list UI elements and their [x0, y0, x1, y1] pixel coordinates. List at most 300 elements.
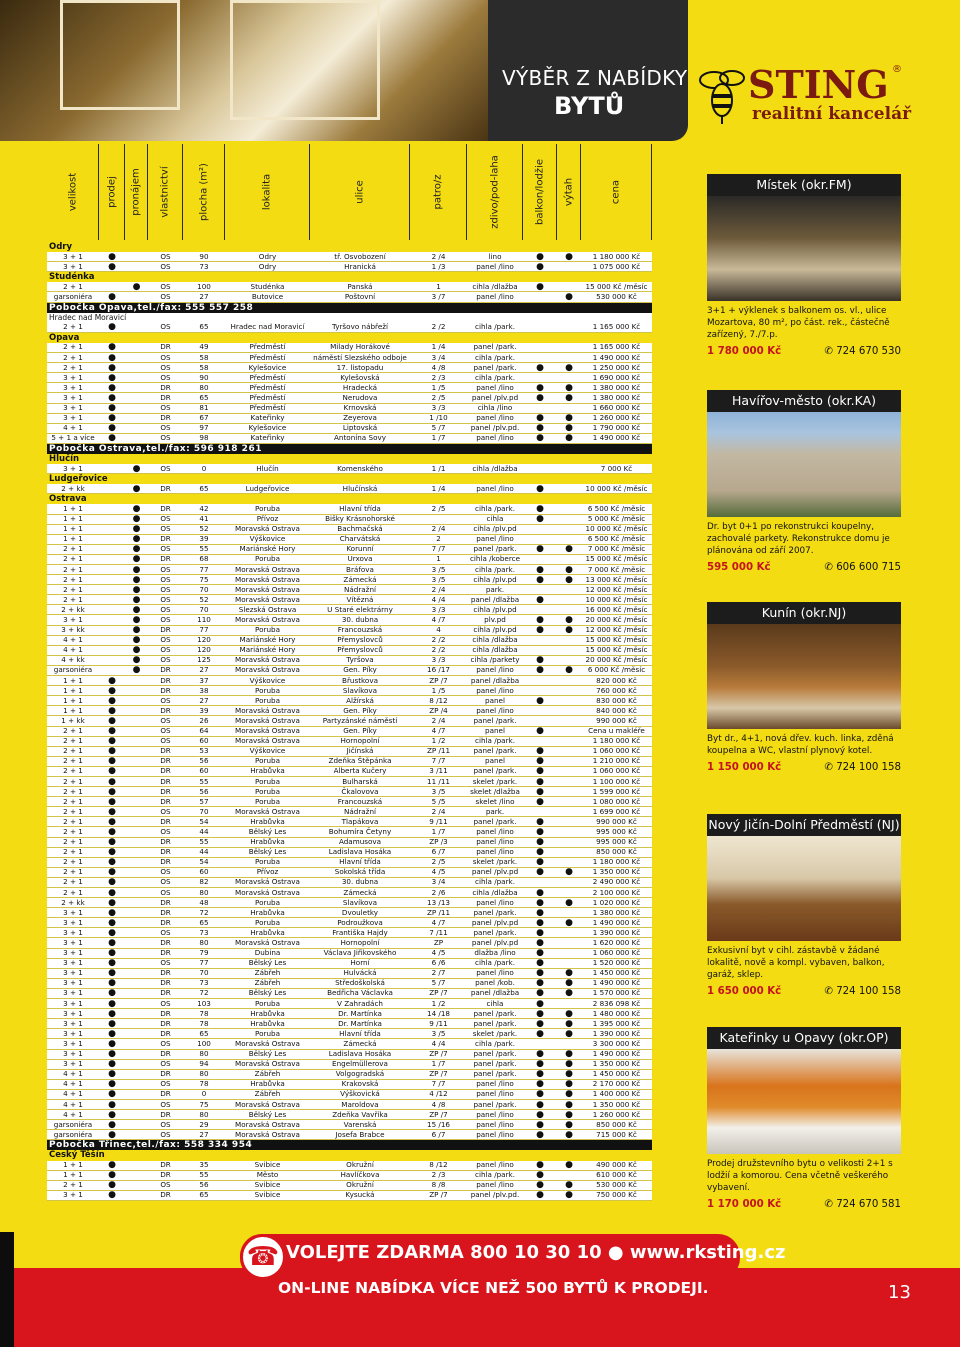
- cell-price: 20 000 Kč /měsíc: [585, 655, 648, 665]
- cell-elevator: ●: [565, 1069, 573, 1080]
- cell-area: 120: [197, 645, 211, 655]
- cell-street: Panská: [347, 281, 373, 291]
- cell-balcony: ●: [536, 776, 544, 787]
- cell-area: 75: [199, 574, 209, 584]
- cell-floor: 8 /12: [429, 695, 448, 705]
- phone-number: 606 600 715: [836, 562, 901, 573]
- cell-ownership: DR: [160, 1109, 171, 1119]
- cell-price: 715 000 Kč: [596, 1129, 637, 1139]
- table-row: [47, 898, 652, 908]
- cell-area: 35: [199, 1160, 209, 1170]
- cell-street: Františka Hajdy: [332, 927, 388, 937]
- locality-header: Ludgeřovice: [49, 474, 108, 485]
- cell-material: panel /park.: [473, 362, 517, 372]
- cell-street: 30. dubna: [341, 877, 379, 887]
- cell-floor: 5 /5: [431, 796, 446, 806]
- cell-sale: ●: [108, 806, 116, 817]
- cell-locality: Moravská Ostrava: [235, 615, 300, 625]
- page-number: 13: [888, 1282, 911, 1303]
- cell-material: cihla /lino: [477, 403, 513, 413]
- cell-price: 820 000 Kč: [596, 675, 637, 685]
- cell-rent: ●: [132, 584, 141, 595]
- cell-area: 94: [199, 1059, 209, 1069]
- cell-street: Hlučínská: [342, 483, 378, 493]
- cell-locality: Poruba: [255, 917, 280, 927]
- cell-material: panel /park.: [473, 1018, 517, 1028]
- cell-area: 73: [199, 261, 209, 271]
- column-header-price: cena: [581, 144, 652, 240]
- cell-locality: Bělský Les: [248, 988, 287, 998]
- cell-street: Josefa Brabce: [335, 1129, 385, 1139]
- cell-ownership: DR: [160, 675, 171, 685]
- cell-area: 77: [199, 564, 209, 574]
- featured-listing-description: Prodej družstevního bytu o velikosti 2+1 s lodžií a komorou. Cena včetně veškerého vybavení.: [707, 1159, 893, 1193]
- cell-balcony: ●: [536, 433, 544, 444]
- cell-material: panel /lino: [476, 897, 514, 907]
- cell-price: 2 170 000 Kč: [592, 1079, 641, 1089]
- cell-locality: Poruba: [255, 897, 280, 907]
- cell-ownership: OS: [160, 998, 171, 1008]
- cell-material: panel /plv.pd: [471, 392, 519, 402]
- cell-street: Hranická: [344, 261, 376, 271]
- bee-icon: [696, 62, 748, 126]
- cell-elevator: ●: [565, 867, 573, 878]
- cell-material: panel /lino: [476, 292, 514, 302]
- table-row: [47, 605, 652, 615]
- cell-area: 90: [199, 372, 209, 382]
- cell-size: 3 + 1: [63, 372, 83, 382]
- column-header-locality: lokalita: [225, 144, 310, 240]
- phone-icon: ☎: [240, 1234, 286, 1280]
- cell-elevator: ●: [565, 615, 573, 626]
- cell-sale: ●: [108, 816, 116, 827]
- cell-area: 65: [199, 917, 209, 927]
- cell-street: Zámecká: [343, 1038, 377, 1048]
- cell-street: Slavíkova: [342, 897, 378, 907]
- cell-sale: ●: [108, 826, 116, 837]
- cell-material: skelet /park.: [472, 1028, 518, 1038]
- featured-listing-phone[interactable]: [824, 762, 901, 773]
- cell-size: 4 + 1: [63, 1089, 83, 1099]
- cell-size: 2 + 1: [63, 352, 83, 362]
- cell-ownership: DR: [160, 847, 171, 857]
- cell-size: 3 + 1: [63, 463, 83, 473]
- cell-floor: 13 /13: [427, 897, 450, 907]
- cell-price: 1 350 000 Kč: [592, 867, 641, 877]
- column-header-area: plocha (m²): [183, 144, 225, 240]
- cell-area: 38: [199, 685, 209, 695]
- cell-locality: Město: [256, 1170, 279, 1180]
- cell-ownership: OS: [160, 1059, 171, 1069]
- featured-listing-phone[interactable]: [824, 346, 901, 357]
- cell-sale: ●: [108, 705, 116, 716]
- cell-material: panel /lino: [476, 1160, 514, 1170]
- cell-floor: ZP: [433, 938, 444, 948]
- featured-listing-description: Dr. byt 0+1 po rekonstrukci koupelny, zachovalé parkety. Rekonstrukce domu je plánována od září 2007.: [707, 522, 890, 556]
- cell-price: 1 690 000 Kč: [592, 372, 641, 382]
- cell-ownership: DR: [160, 1170, 171, 1180]
- cell-size: 2 + 1: [63, 362, 83, 372]
- cell-price: 1 080 000 Kč: [592, 796, 641, 806]
- table-row: [47, 777, 652, 787]
- cell-size: 4 + kk: [61, 655, 85, 665]
- cell-rent: ●: [132, 463, 141, 474]
- cell-rent: ●: [132, 604, 141, 615]
- cell-street: Bedřicha Václavka: [327, 988, 393, 998]
- cell-balcony: ●: [536, 615, 544, 626]
- cell-street: Francouzská: [337, 625, 383, 635]
- column-header-sale: prodej: [99, 144, 125, 240]
- cell-floor: 4 /7: [431, 917, 446, 927]
- cell-price: 1 060 000 Kč: [592, 746, 641, 756]
- cell-elevator: ●: [565, 978, 573, 989]
- cell-rent: ●: [132, 503, 141, 514]
- cell-price: 1 490 000 Kč: [592, 433, 641, 443]
- cell-locality: Hrabůvka: [250, 927, 285, 937]
- table-row: [47, 1100, 652, 1110]
- cell-material: cihla: [486, 514, 504, 524]
- cell-size: 2 + 1: [63, 756, 83, 766]
- cell-sale: ●: [108, 1180, 116, 1191]
- cell-size: 2 + 1: [63, 887, 83, 897]
- cell-street: Ladislava Hosáka: [328, 1049, 392, 1059]
- cell-area: 100: [197, 281, 211, 291]
- cell-sale: ●: [108, 352, 116, 363]
- cell-street: Hulvácká: [343, 968, 377, 978]
- cell-ownership: OS: [160, 867, 171, 877]
- cell-price: 610 000 Kč: [596, 1170, 637, 1180]
- table-row: [47, 595, 652, 605]
- cell-ownership: DR: [160, 938, 171, 948]
- cell-locality: Moravská Ostrava: [235, 726, 300, 736]
- cell-sale: ●: [108, 1170, 116, 1181]
- cell-street: Bulharská: [342, 776, 378, 786]
- featured-listing[interactable]: [707, 1027, 901, 1210]
- cell-floor: 6 /7: [431, 847, 446, 857]
- cell-floor: ZP /4: [429, 705, 448, 715]
- cell-rent: ●: [132, 645, 141, 656]
- cell-ownership: DR: [160, 1018, 171, 1028]
- cell-street: Alberta Kučery: [333, 766, 387, 776]
- cell-material: cihla /park.: [475, 564, 515, 574]
- cell-balcony: ●: [536, 625, 544, 636]
- cell-street: tř. Osvobození: [334, 251, 386, 261]
- cell-ownership: OS: [160, 887, 171, 897]
- cell-sale: ●: [108, 847, 116, 858]
- cell-locality: Butovice: [251, 292, 284, 302]
- cell-area: 98: [199, 433, 209, 443]
- cell-ownership: OS: [160, 524, 171, 534]
- cell-floor: 7 /7: [431, 756, 446, 766]
- cell-locality: Moravská Ostrava: [235, 1099, 300, 1109]
- cell-price: 760 000 Kč: [596, 685, 637, 695]
- cell-ownership: DR: [160, 685, 171, 695]
- cell-balcony: ●: [536, 1008, 544, 1019]
- cell-material: cihla /dlažba: [472, 887, 518, 897]
- cell-material: dlažba /lino: [474, 948, 516, 958]
- cell-sale: ●: [108, 968, 116, 979]
- table-row: [47, 686, 652, 696]
- cell-locality: Poruba: [255, 786, 280, 796]
- cell-price: 1 395 000 Kč: [592, 1018, 641, 1028]
- table-row: [47, 656, 652, 666]
- cell-sale: ●: [108, 917, 116, 928]
- cell-size: 2 + 1: [63, 281, 83, 291]
- featured-listing-phone[interactable]: [824, 1199, 901, 1210]
- cell-locality: Moravská Ostrava: [235, 938, 300, 948]
- cell-material: panel /lino: [476, 1129, 514, 1139]
- cell-material: panel /lino: [476, 837, 514, 847]
- cell-street: Gen. Píky: [343, 726, 377, 736]
- cell-price: 7 000 Kč /měsíc: [587, 544, 646, 554]
- cell-rent: ●: [132, 594, 141, 605]
- cell-locality: Zábřeh: [254, 1069, 281, 1079]
- cell-ownership: DR: [160, 413, 171, 423]
- featured-listing-description: 3+1 + výklenek s balkonem os. vl., ulice Mozartova, 80 m², po část. rek., částečně zařízený, 7./7.p.: [707, 306, 890, 340]
- cell-street: Horní: [350, 958, 370, 968]
- cell-sale: ●: [108, 413, 116, 424]
- cell-size: 1 + 1: [63, 524, 83, 534]
- table-row: [47, 373, 652, 383]
- cell-price: 1 210 000 Kč: [592, 756, 641, 766]
- cell-area: 55: [199, 776, 209, 786]
- table-row: [47, 504, 652, 514]
- cell-balcony: ●: [536, 392, 544, 403]
- cell-ownership: DR: [160, 392, 171, 402]
- cell-balcony: ●: [536, 544, 544, 555]
- cell-locality: Poruba: [255, 796, 280, 806]
- cell-material: cihla /park.: [475, 503, 515, 513]
- cell-area: 56: [199, 756, 209, 766]
- cell-area: 77: [199, 625, 209, 635]
- cell-material: panel /lino: [476, 1079, 514, 1089]
- cell-size: 3 + 1: [63, 938, 83, 948]
- cell-price: 1 570 000 Kč: [592, 988, 641, 998]
- cell-rent: ●: [132, 574, 141, 585]
- table-row: [47, 737, 652, 747]
- cell-ownership: OS: [160, 1099, 171, 1109]
- footer-call-line[interactable]: VOLEJTE ZDARMA 800 10 30 10 ● www.rksting.cz: [286, 1242, 786, 1263]
- cell-floor: 6 /7: [431, 1129, 446, 1139]
- cell-locality: Poruba: [255, 625, 280, 635]
- cell-ownership: OS: [160, 655, 171, 665]
- featured-listing[interactable]: [707, 174, 901, 357]
- cell-sale: ●: [108, 685, 116, 696]
- cell-floor: 3 /5: [431, 1028, 446, 1038]
- cell-floor: 5 /7: [431, 423, 446, 433]
- cell-floor: 11 /11: [427, 776, 450, 786]
- cell-street: Volgogradská: [335, 1069, 385, 1079]
- cell-area: 57: [199, 796, 209, 806]
- cell-price: 1 450 000 Kč: [592, 968, 641, 978]
- cell-ownership: OS: [160, 1038, 171, 1048]
- cell-locality: Svibice: [254, 1190, 281, 1200]
- cell-area: 78: [199, 1018, 209, 1028]
- cell-area: 52: [199, 524, 209, 534]
- cell-area: 44: [199, 826, 209, 836]
- featured-listing[interactable]: [707, 602, 901, 773]
- cell-price: 1 100 000 Kč: [592, 776, 641, 786]
- cell-street: Okružní: [346, 1160, 374, 1170]
- cell-sale: ●: [108, 726, 116, 737]
- sting-logo: [696, 62, 946, 132]
- cell-street: Komenského: [337, 463, 383, 473]
- cell-locality: Moravská Ostrava: [235, 715, 300, 725]
- cell-elevator: ●: [565, 382, 573, 393]
- cell-balcony: ●: [536, 857, 544, 868]
- cell-size: 2 + 1: [63, 806, 83, 816]
- cell-sale: ●: [108, 372, 116, 383]
- table-row: [47, 292, 652, 302]
- table-row: [47, 525, 652, 535]
- cell-locality: Moravská Ostrava: [235, 1038, 300, 1048]
- cell-floor: 1 /3: [431, 261, 446, 271]
- cell-area: 80: [199, 1069, 209, 1079]
- table-row: [47, 767, 652, 777]
- column-header-rent: pronájem: [125, 144, 148, 240]
- logo-registered: ®: [892, 64, 902, 75]
- featured-listing[interactable]: [707, 814, 901, 997]
- cell-size: 2 + 1: [63, 736, 83, 746]
- cell-price: 1 165 000 Kč: [592, 342, 641, 352]
- cell-floor: 2 /4: [431, 251, 446, 261]
- table-row: [47, 535, 652, 545]
- cell-floor: 2 /4: [431, 584, 446, 594]
- cell-street: Nádražní: [343, 806, 377, 816]
- cell-ownership: OS: [160, 433, 171, 443]
- table-row: [47, 575, 652, 585]
- cell-locality: Poruba: [255, 857, 280, 867]
- featured-listing[interactable]: [707, 390, 901, 573]
- cell-material: panel /park.: [473, 766, 517, 776]
- cell-floor: 2: [436, 534, 441, 544]
- cell-floor: 6 /6: [431, 958, 446, 968]
- cell-balcony: ●: [536, 887, 544, 898]
- cell-balcony: ●: [536, 514, 544, 525]
- table-row: [47, 757, 652, 767]
- cell-ownership: DR: [160, 382, 171, 392]
- cell-sale: ●: [108, 776, 116, 787]
- cell-street: U Staré elektrárny: [327, 604, 393, 614]
- cell-rent: ●: [132, 544, 141, 555]
- cell-balcony: ●: [536, 1180, 544, 1191]
- cell-locality: Přívoz: [256, 867, 279, 877]
- cell-material: panel /park.: [473, 746, 517, 756]
- cell-size: 2 + 1: [63, 816, 83, 826]
- cell-price: 1 075 000 Kč: [592, 261, 641, 271]
- cell-size: 2 + kk: [61, 604, 85, 614]
- cell-floor: 3 /3: [431, 403, 446, 413]
- cell-ownership: DR: [160, 1008, 171, 1018]
- featured-listing-phone[interactable]: [824, 562, 901, 573]
- cell-price: 995 000 Kč: [596, 837, 637, 847]
- cell-ownership: DR: [160, 816, 171, 826]
- cell-ownership: DR: [160, 342, 171, 352]
- cell-street: Ladislava Hosáka: [328, 847, 392, 857]
- table-row: [47, 363, 652, 373]
- cell-floor: 1 /7: [431, 433, 446, 443]
- cell-locality: Předměstí: [249, 372, 286, 382]
- cell-area: 56: [199, 1180, 209, 1190]
- cell-street: Hlavní třída: [339, 857, 381, 867]
- cell-floor: 3 /3: [431, 655, 446, 665]
- cell-area: 27: [199, 292, 209, 302]
- cell-material: panel /park.: [473, 1049, 517, 1059]
- column-header-floor: patro/z: [410, 144, 467, 240]
- cell-price: 850 000 Kč: [596, 847, 637, 857]
- cell-floor: 1 /7: [431, 826, 446, 836]
- cell-area: 65: [199, 322, 209, 332]
- cell-size: 3 + 1: [63, 1190, 83, 1200]
- cell-size: 3 + 1: [63, 917, 83, 927]
- cell-sale: ●: [108, 897, 116, 908]
- listings-table: [47, 242, 652, 1201]
- cell-balcony: ●: [536, 948, 544, 959]
- cell-size: 2 + 1: [63, 796, 83, 806]
- phone-icon: ✆: [824, 346, 837, 357]
- cell-locality: Předměstí: [249, 342, 286, 352]
- cell-material: panel /park.: [473, 816, 517, 826]
- cell-material: panel /plv.pd: [471, 867, 519, 877]
- table-row: [47, 484, 652, 494]
- table-row: [47, 706, 652, 716]
- cell-ownership: DR: [160, 776, 171, 786]
- cell-floor: ZP /7: [429, 1190, 448, 1200]
- cell-sale: ●: [108, 736, 116, 747]
- table-row: [47, 787, 652, 797]
- cell-street: Jičínská: [346, 746, 374, 756]
- cell-locality: Ludgeřovice: [245, 483, 290, 493]
- cell-price: 990 000 Kč: [596, 715, 637, 725]
- cell-size: garsoniéra: [53, 1119, 93, 1129]
- cell-price: 1 380 000 Kč: [592, 382, 641, 392]
- cell-balcony: ●: [536, 968, 544, 979]
- cell-size: 3 + 1: [63, 413, 83, 423]
- cell-material: panel /lino: [476, 261, 514, 271]
- cell-locality: Poruba: [255, 998, 280, 1008]
- cell-street: Čkalovova: [341, 786, 379, 796]
- cell-size: 2 + 1: [63, 857, 83, 867]
- cell-sale: ●: [108, 1059, 116, 1070]
- cell-locality: Zábřeh: [254, 1089, 281, 1099]
- phone-number: 724 100 158: [836, 986, 901, 997]
- cell-ownership: OS: [160, 1119, 171, 1129]
- cell-ownership: DR: [160, 1190, 171, 1200]
- cell-ownership: OS: [160, 877, 171, 887]
- cell-area: 64: [199, 726, 209, 736]
- cell-floor: 4 /4: [431, 1038, 446, 1048]
- cell-price: 995 000 Kč: [596, 826, 637, 836]
- cell-price: 1 490 000 Kč: [592, 1049, 641, 1059]
- cell-locality: Moravská Ostrava: [235, 564, 300, 574]
- cell-size: 3 + 1: [63, 1008, 83, 1018]
- cell-price: 7 000 Kč /měsíc: [587, 564, 646, 574]
- cell-material: panel: [485, 695, 505, 705]
- cell-elevator: ●: [565, 574, 573, 585]
- cell-locality: Slezská Ostrava: [238, 604, 297, 614]
- featured-listing-phone[interactable]: [824, 986, 901, 997]
- cell-sale: ●: [108, 948, 116, 959]
- cell-sale: ●: [108, 988, 116, 999]
- cell-ownership: OS: [160, 514, 171, 524]
- cell-floor: 1 /7: [431, 1059, 446, 1069]
- cell-size: 3 + 1: [63, 958, 83, 968]
- cell-ownership: OS: [160, 715, 171, 725]
- table-header: [47, 144, 652, 240]
- cell-price: 6 000 Kč /měsíc: [587, 665, 646, 675]
- cell-area: 58: [199, 352, 209, 362]
- cell-material: cihla /dlažba: [472, 281, 518, 291]
